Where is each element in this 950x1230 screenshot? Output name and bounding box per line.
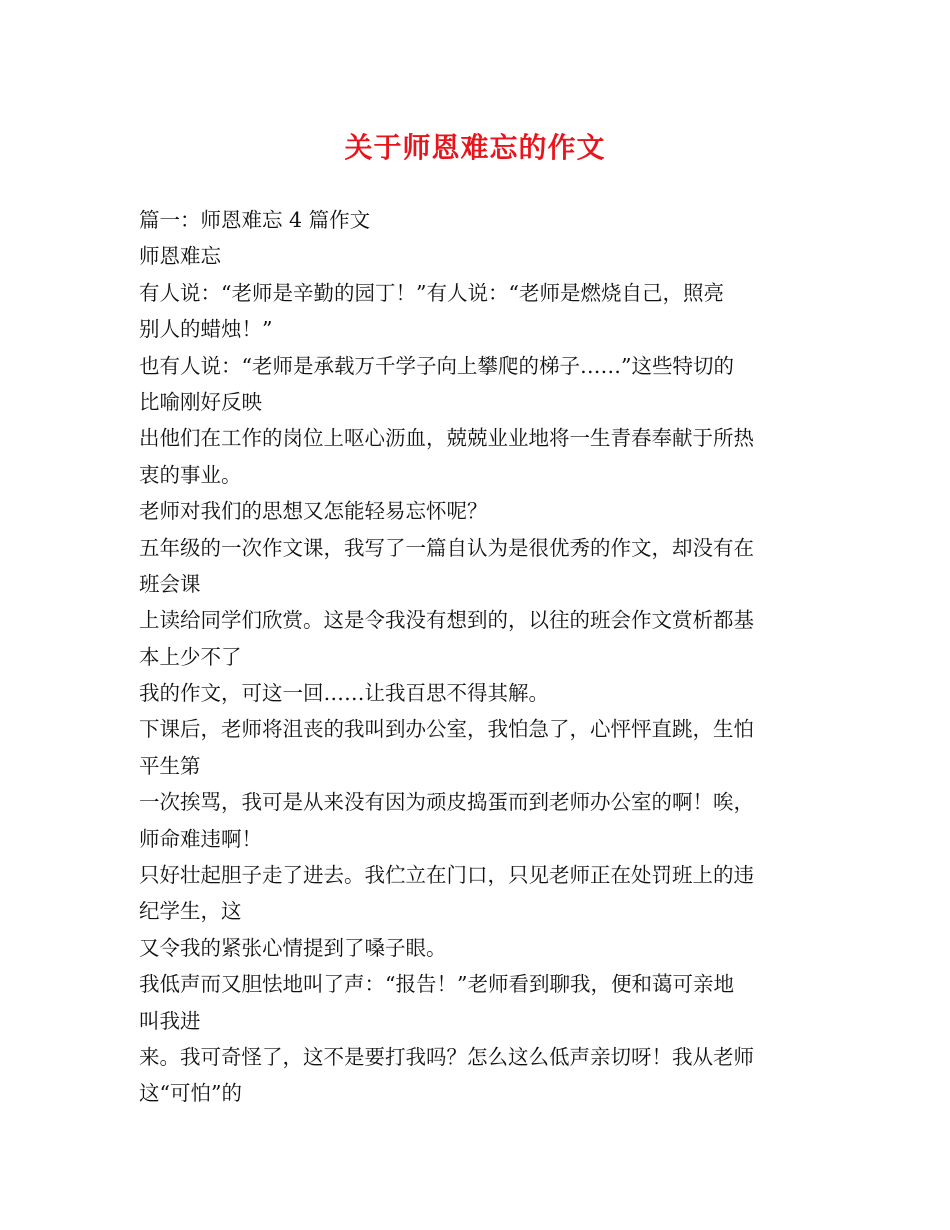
text-line: 纪学生，这: [139, 899, 242, 924]
text-line: 师恩难忘: [139, 244, 221, 269]
text-line: 本上少不了: [139, 644, 242, 669]
text-line: 师命难违啊！: [139, 826, 262, 851]
text-line: 也有人说：“老师是承载万千学子向上攀爬的梯子……”这些特切的: [139, 353, 734, 378]
text-line: 出他们在工作的岗位上呕心沥血，兢兢业业地将一生青春奉献于所热: [139, 426, 754, 451]
text-line: 来。我可奇怪了，这不是要打我吗？怎么这么低声亲切呀！我从老师: [139, 1044, 754, 1069]
text-line: 平生第: [139, 753, 201, 778]
text-line: 一次挨骂，我可是从来没有因为顽皮捣蛋而到老师办公室的啊！唉，: [139, 790, 754, 815]
text-line: 班会课: [139, 571, 201, 596]
text-line: 有人说：“老师是辛勤的园丁！”有人说：“老师是燃烧自己，照亮: [139, 280, 724, 305]
text-line: 这“可怕”的: [139, 1081, 242, 1106]
text-line: 比喻刚好反映: [139, 389, 262, 414]
text-line: 上读给同学们欣赏。这是令我没有想到的，以往的班会作文赏析都基: [139, 608, 754, 633]
document-body: [139, 202, 819, 1112]
text-line: 又令我的紧张心情提到了嗓子眼。: [139, 935, 447, 960]
text-line: 别人的蜡烛！”: [139, 317, 273, 342]
text-line: 篇一：师恩难忘 4 篇作文: [139, 208, 371, 232]
text-line: 下课后，老师将沮丧的我叫到办公室，我怕急了，心怦怦直跳，生怕: [139, 717, 754, 742]
text-line: 只好壮起胆子走了进去。我伫立在门口，只见老师正在处罚班上的违: [139, 863, 754, 888]
text-line: 叫我进: [139, 1008, 201, 1033]
document-title: 关于师恩难忘的作文: [344, 131, 606, 164]
text-line: 我低声而又胆怯地叫了声：“报告！”老师看到聊我，便和蔼可亲地: [139, 972, 734, 997]
text-line: 五年级的一次作文课，我写了一篇自认为是很优秀的作文，却没有在: [139, 535, 754, 560]
text-line: 我的作文，可这一回……让我百思不得其解。: [139, 681, 549, 706]
text-line: 衷的事业。: [139, 462, 242, 487]
text-line: 老师对我们的思想又怎能轻易忘怀呢？: [139, 499, 488, 524]
